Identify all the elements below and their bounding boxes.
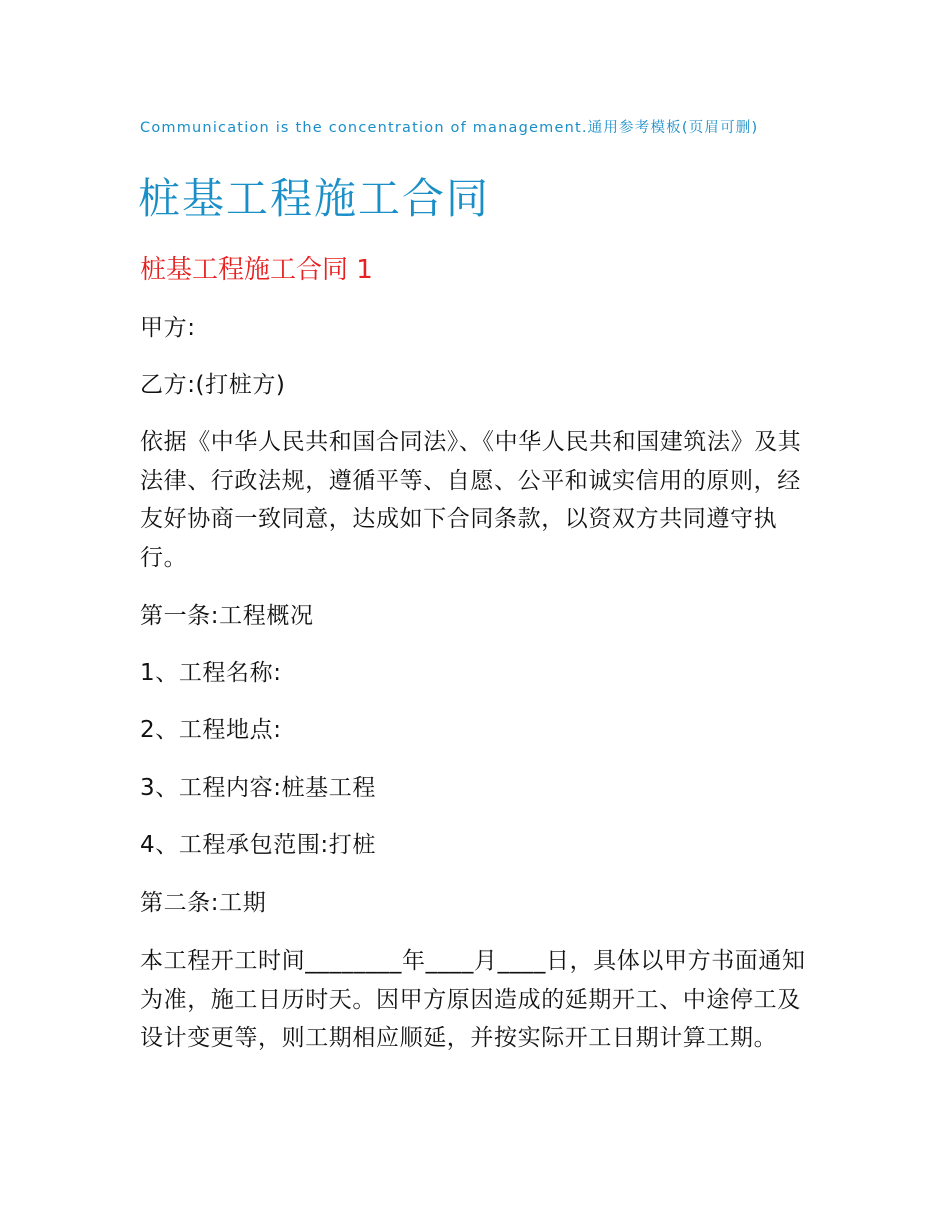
intro-paragraph: 依据《中华人民共和国合同法》、《中华人民共和国建筑法》及其法律、行政法规，遵循平等、自愿、公平和诚实信用的原则，经友好协商一致同意，达成如下合同条款，以资双方共同遵守执行。 <box>140 429 802 571</box>
document-title: 桩基工程施工合同 <box>138 174 491 223</box>
party-a-line: 甲方: <box>140 315 196 341</box>
article-2-title: 第二条:工期 <box>140 890 267 916</box>
party-b-line: 乙方:(打桩方) <box>140 372 286 398</box>
article-1-item-1: 1、工程名称: <box>140 660 282 686</box>
article-1-item-3: 3、工程内容:桩基工程 <box>140 775 376 801</box>
section-title: 桩基工程施工合同 1 <box>140 255 373 285</box>
article-1-title: 第一条:工程概况 <box>140 603 314 629</box>
article-1-item-2: 2、工程地点: <box>140 717 282 743</box>
article-1-item-4: 4、工程承包范围:打桩 <box>140 832 376 858</box>
article-2-body: 本工程开工时间________年____月____日，具体以甲方书面通知为准，施工日历时天。因甲方原因造成的延期开工、中途停工及设计变更等，则工期相应顺延，并按实际开工日期计算工期。 <box>140 948 806 1051</box>
page-header-text: Communication is the concentration of management.通用参考模板(页眉可删) <box>140 120 759 136</box>
